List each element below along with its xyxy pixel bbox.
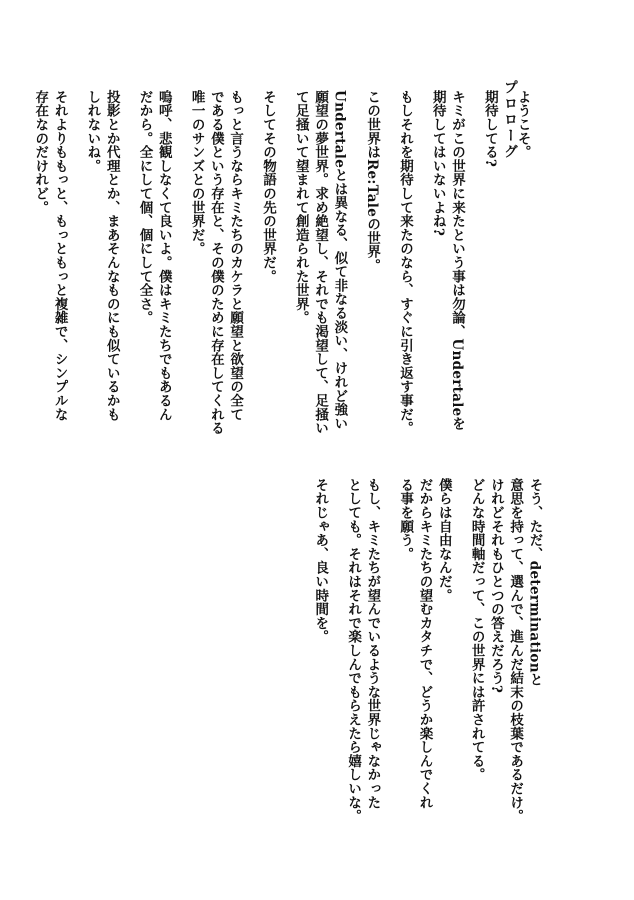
text-line: だからキミたちの望むカタチで、どうか楽しんでくれ bbox=[416, 478, 433, 810]
text-line: キミがこの世界に来たという事は勿論、Undertaleを bbox=[449, 90, 466, 431]
text-line: それよりももっと、もっともっと複雑で、シンプルな bbox=[51, 90, 68, 422]
text-line: である僕という存在と、その僕のために存在してくれる bbox=[207, 90, 224, 435]
text-line: Undertaleとは異なる、似て非なる淡い、けれど強い bbox=[331, 90, 348, 431]
text-line: 願望の夢世界。求め絶望し、それでも渇望して、足掻い bbox=[312, 90, 329, 435]
text-line: けれどそれもひとつの答えだろう? bbox=[487, 478, 504, 694]
text-line: 存在なのだけれど。 bbox=[32, 90, 49, 215]
text-line: 投影とか代理とか、まあそんなものにも似ているかも bbox=[103, 90, 120, 422]
text-line: そしてその物語の先の世界だ。 bbox=[259, 90, 276, 284]
text-line: どんな時間軸だって、この世界には許されてる。 bbox=[468, 478, 485, 782]
text-line: 意思を持って、選んで、進んだ結末の枝葉であるだけ。 bbox=[507, 478, 524, 823]
text-line: そう、ただ、determinationと bbox=[526, 478, 543, 687]
text-line: る事を願う。 bbox=[397, 478, 414, 561]
text-line: この世界はRe:Taleの世界。 bbox=[364, 90, 381, 273]
text-line: 唯一のサンズとの世界だ。 bbox=[188, 90, 205, 256]
text-line: 期待してはいないよね? bbox=[429, 90, 446, 237]
text-line: もし、キミたちが望んでいるような世界じゃなかった bbox=[364, 478, 381, 810]
text-line: 嗚呼、悲観しなくて良いよ。僕はキミたちでもあるん bbox=[155, 90, 172, 422]
chapter-title: プロローグ bbox=[502, 80, 518, 160]
text-line: 期待してる? bbox=[481, 90, 498, 168]
prologue-text-block-lower bbox=[310, 478, 543, 888]
text-line: 僕らは自由なんだ。 bbox=[435, 478, 452, 603]
text-line: それじゃあ、良い時間を。 bbox=[312, 478, 329, 644]
text-line: て足掻いて望まれて創造られた世界。 bbox=[292, 90, 309, 325]
text-line: としても。それはそれで楽しんでもらえたら嬉しいな。 bbox=[345, 478, 362, 823]
text-line: だから。全にして個、個にして全さ。 bbox=[136, 90, 153, 325]
prologue-text-block-upper bbox=[30, 90, 532, 530]
text-line: もしそれを期待して来たのなら、すぐに引き返す事だ。 bbox=[396, 90, 413, 435]
text-line: もっと言うならキミたちのカケラと願望と欲望の全て bbox=[227, 90, 244, 422]
text-line: しれないね。 bbox=[84, 90, 101, 173]
text-line: ようこそ。 bbox=[514, 90, 531, 159]
